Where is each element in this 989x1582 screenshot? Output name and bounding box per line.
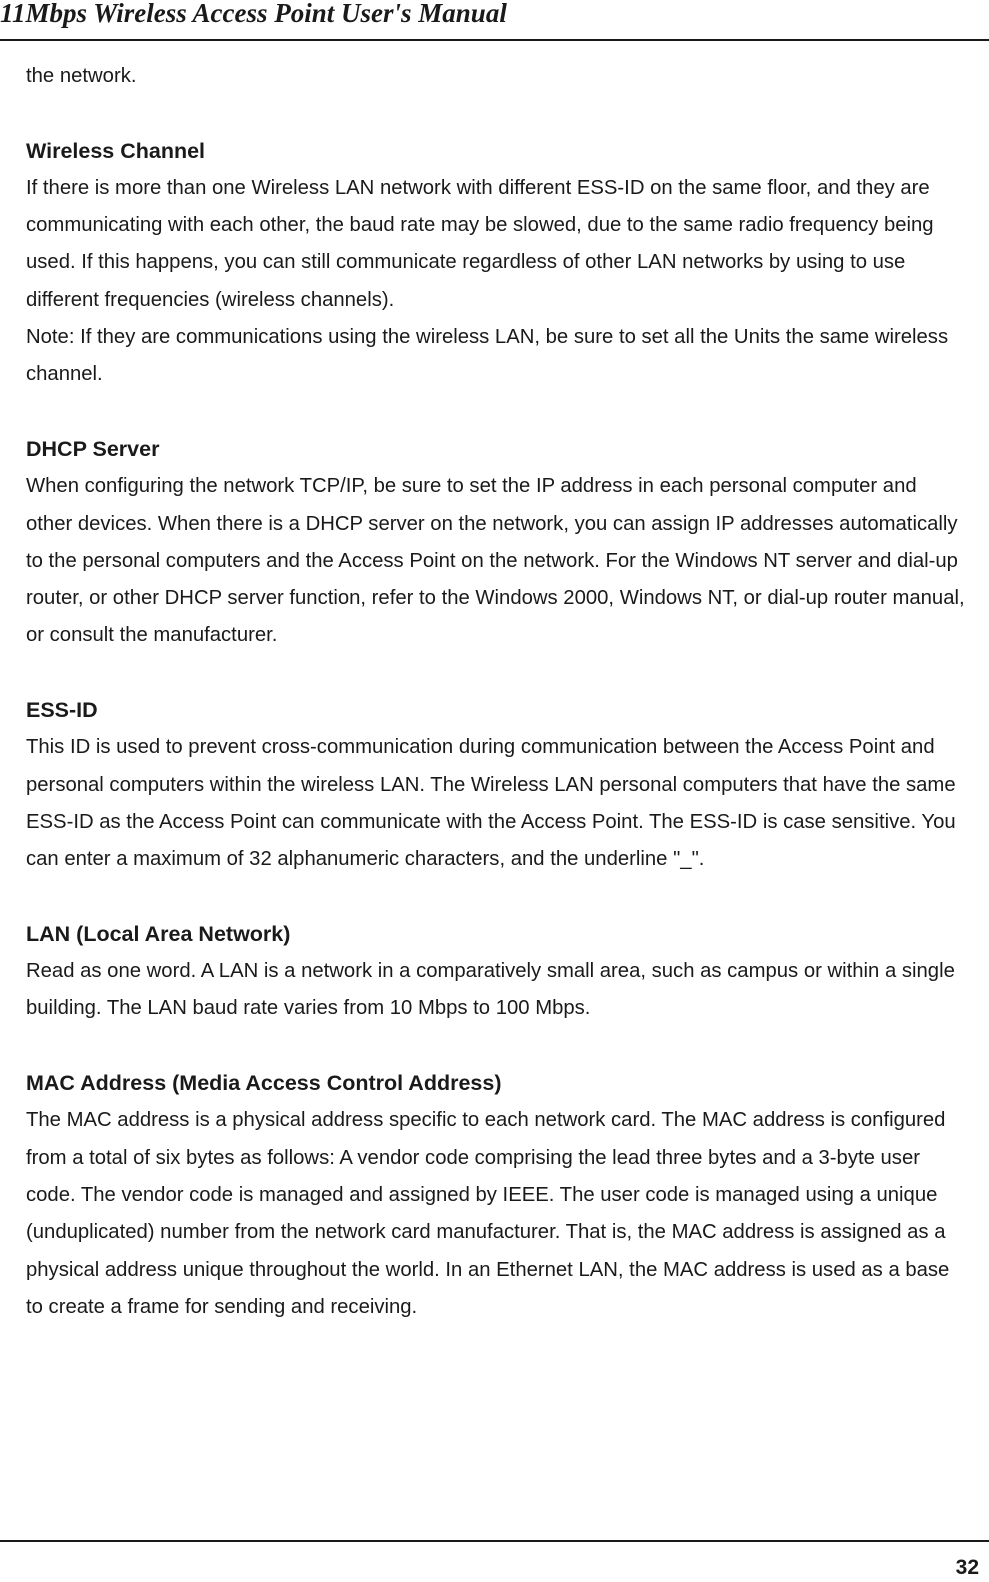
page-body [26, 58, 966, 1326]
section-spacer [26, 1028, 966, 1065]
section-paragraph: If there is more than one Wireless LAN network with different ESS-ID on the same floor, and they are communicating with each other, the baud rate may be slowed, due to the same radio frequency being used. If this happens, you can still communicate regardless of other LAN networks by using to use different frequencies (wireless channels). [26, 176, 934, 311]
page-number: 32 [955, 1556, 979, 1579]
section-lan [26, 916, 966, 1028]
section-spacer [26, 879, 966, 916]
section-paragraph: The MAC address is a physical address specific to each network card. The MAC address is configured from a total of six bytes as follows: A vendor code comprising the lead three bytes and a 3-byte user code. The vendor code is managed and assigned by IEEE. The user code is managed using a unique (unduplicated) number from the network card manufacturer. That is, the MAC address is assigned as a physical address unique throughout the world. In an Ethernet LAN, the MAC address is used as a base to create a frame for sending and receiving. [26, 1109, 950, 1318]
footer-divider [0, 1540, 989, 1542]
page-header-title: 11Mbps Wireless Access Point User's Manual [0, 0, 507, 28]
section-paragraph: This ID is used to prevent cross-communication during communication between the Access Point and personal computers within the wireless LAN. The Wireless LAN personal computers that have the same ESS-ID as the Access Point can communicate with the Access Point. The ESS-ID is case sensitive. You can enter a maximum of 32 alphanumeric characters, and the underline "_". [26, 736, 956, 871]
section-heading: DHCP Server [26, 436, 160, 461]
section-mac-address [26, 1065, 966, 1326]
section-paragraph: When configuring the network TCP/IP, be sure to set the IP address in each personal computer and other devices. When there is a DHCP server on the network, you can assign IP addresses automatically to the personal computers and the Access Point on the network. For the Windows NT server and dial-up router, or other DHCP server function, refer to the Windows 2000, Windows NT, or dial-up router manual, or consult the manufacturer. [26, 475, 965, 647]
section-spacer [26, 655, 966, 692]
section-heading: ESS-ID [26, 698, 98, 723]
section-spacer [26, 95, 966, 132]
section-note: Note: If they are communications using the wireless LAN, be sure to set all the Units the same wireless channel. [26, 326, 949, 386]
section-heading: MAC Address (Media Access Control Address) [26, 1071, 502, 1096]
section-dhcp-server [26, 431, 966, 655]
header-divider [0, 39, 989, 41]
section-paragraph: Read as one word. A LAN is a network in a comparatively small area, such as campus or within a single building. The LAN baud rate varies from 10 Mbps to 100 Mbps. [26, 960, 955, 1020]
intro-text: the network. [26, 65, 137, 87]
section-ess-id [26, 692, 966, 878]
section-spacer [26, 394, 966, 431]
section-heading: LAN (Local Area Network) [26, 921, 291, 946]
section-wireless-channel [26, 133, 966, 394]
section-heading: Wireless Channel [26, 138, 206, 163]
